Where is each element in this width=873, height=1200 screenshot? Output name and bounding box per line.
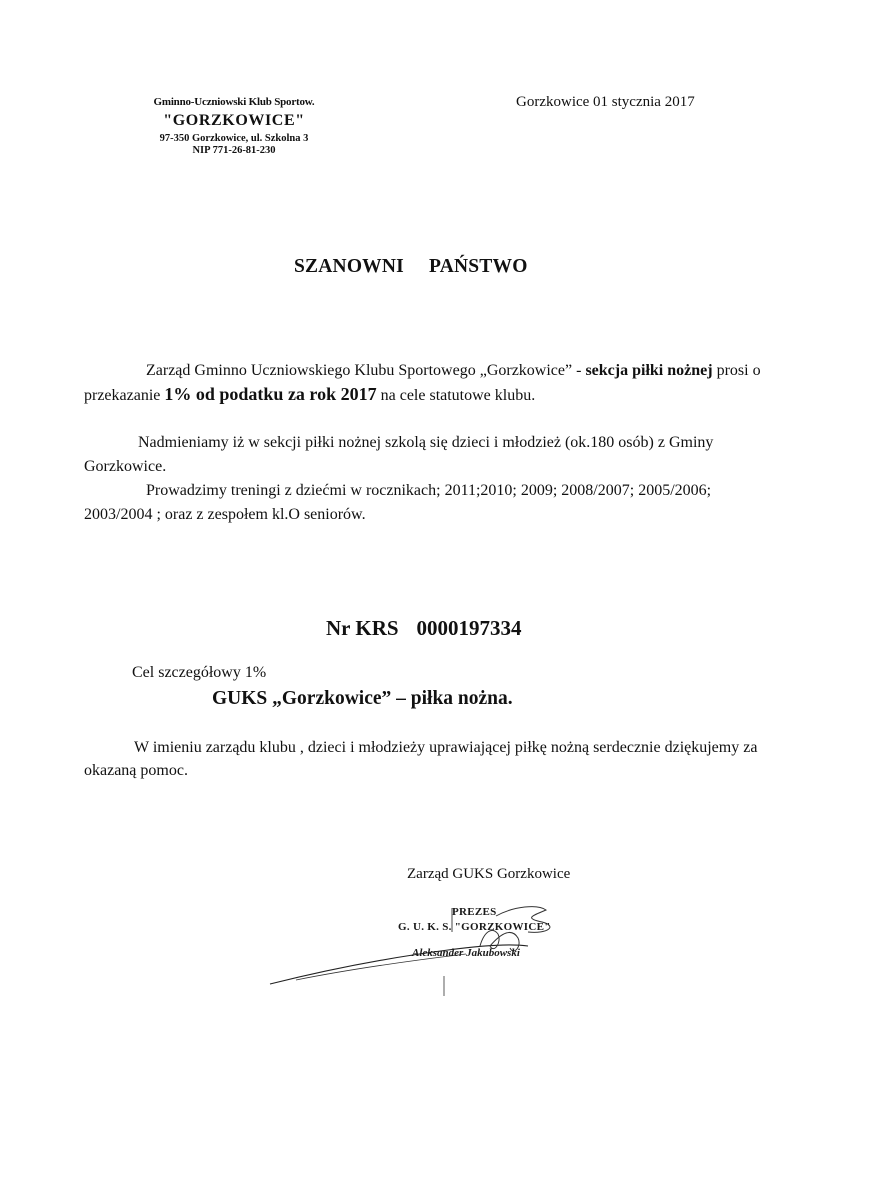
krs-number-line: [326, 616, 522, 641]
signature-stamp-name: Aleksander Jakubowski: [412, 947, 520, 959]
goal-name: GUKS „Gorzkowice” – piłka nożna.: [212, 688, 513, 709]
request-section-bold: sekcja piłki nożnej: [585, 362, 713, 379]
board-signature-label: Zarząd GUKS Gorzkowice: [407, 866, 571, 882]
thanks-paragraph: W imieniu zarządu klubu , dzieci i młodzieży uprawiającej piłkę nożną serdecznie dziękujemy za okazaną pomoc.: [84, 739, 758, 779]
stamp-club-title: "GORZKOWICE": [163, 111, 305, 129]
krs-label: Nr KRS: [326, 616, 399, 640]
handwritten-signature: [266, 888, 586, 998]
paragraph-members: Nadmieniamy iż w sekcji piłki nożnej szkolą się dzieci i młodzież (ok.180 osób) z Gminy Gorzkowice.: [84, 434, 714, 475]
signature-stamp-title: PREZES: [452, 906, 497, 918]
request-tax-bold: 1% od podatku za rok 2017: [164, 383, 377, 404]
stamp-nip: NIP 771-26-81-230: [192, 145, 276, 157]
stamp-address: 97-350 Gorzkowice, ul. Szkolna 3: [159, 133, 309, 145]
greeting-heading: SZANOWNI PAŃSTWO: [294, 256, 528, 277]
request-text-3: na cele statutowe klubu.: [376, 386, 536, 404]
stamp-club-name: Gminno-Uczniowski Klub Sportow.: [153, 96, 315, 108]
goal-label: Cel szczegółowy 1%: [132, 664, 267, 681]
request-text-2: prosi o przekazanie: [84, 362, 761, 404]
request-text-1: Zarząd Gminno Uczniowskiego Klubu Sportowego „Gorzkowice” -: [146, 362, 586, 379]
paragraph-request: [84, 359, 774, 407]
letter-date: Gorzkowice 01 stycznia 2017: [516, 94, 695, 110]
club-stamp: [118, 96, 350, 157]
krs-number: 0000197334: [416, 616, 522, 640]
paragraph-trainings: Prowadzimy treningi z dziećmi w rocznikach; 2011;2010; 2009; 2008/2007; 2005/2006; 2003/2004 ; oraz z zespołem kl.O seniorów.: [84, 482, 712, 523]
signature-stamp-club: G. U. K. S. "GORZKOWICE": [398, 921, 551, 933]
